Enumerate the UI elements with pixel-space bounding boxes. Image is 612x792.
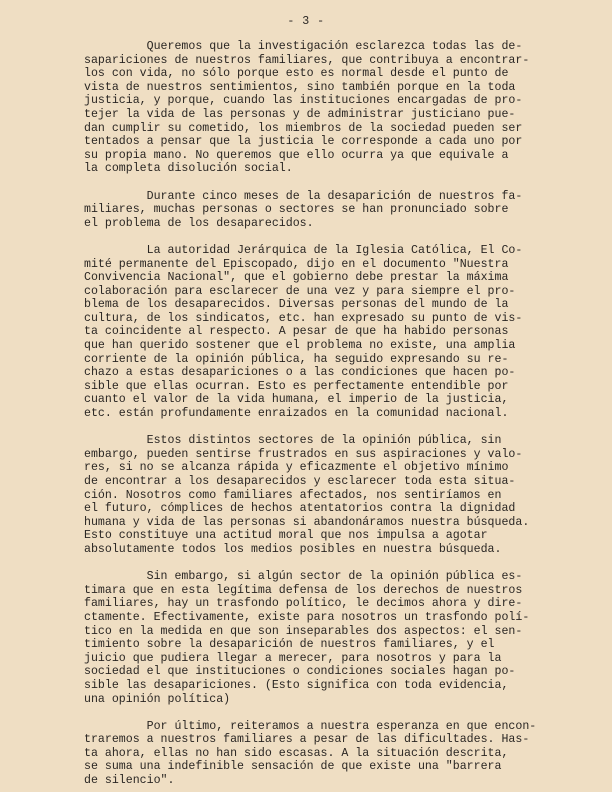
paragraph xyxy=(84,720,539,788)
text-line: sapariciones de nuestros familiares, que contribuya a encontrar- xyxy=(84,53,530,67)
text-line: ción. Nosotros como familiares afectados, nos sentiríamos en xyxy=(84,488,502,502)
text-line: Estos distintos sectores de la opinión pública, sin xyxy=(84,434,502,448)
text-line: sible que ellas ocurran. Esto es perfectamente entendible por xyxy=(84,379,509,393)
text-line: La autoridad Jerárquica de la Iglesia Católica, El Co- xyxy=(84,243,523,257)
text-line: su propia mano. No queremos que ello ocurra ya que equivale a xyxy=(84,148,509,162)
text-line: dan cumplir su cometido, los miembros de la sociedad pueden ser xyxy=(84,121,523,135)
text-line: Por último, reiteramos a nuestra esperanza en que encon- xyxy=(84,719,537,733)
text-line: cultura, de los sindicatos, etc. han expresado su punto de vis- xyxy=(84,311,523,325)
text-line: blema de los desaparecidos. Diversas personas del mundo de la xyxy=(84,298,509,312)
text-line: ta ahora, ellas no han sido escasas. A la situación descrita, xyxy=(84,746,509,760)
text-line: miliares, muchas personas o sectores se han pronunciado sobre xyxy=(84,203,509,217)
text-line: Convivencia Nacional", que el gobierno debe prestar la máxima xyxy=(84,271,509,285)
text-line: timara que en esta legítima defensa de los derechos de nuestros xyxy=(84,583,523,597)
text-line: res, si no se alcanza rápida y eficazmente el objetivo mínimo xyxy=(84,461,509,475)
text-line: tejer la vida de las personas y de administrar justiciano pue- xyxy=(84,107,516,121)
text-line: traremos a nuestros familiares a pesar de las dificultades. Has- xyxy=(84,733,530,747)
text-line: ctamente. Efectivamente, existe para nosotros un trasfondo polí- xyxy=(84,610,530,624)
text-line: justicia, y porque, cuando las instituciones encargadas de pro- xyxy=(84,94,523,108)
text-line: una opinión política) xyxy=(84,692,231,706)
text-line: de encontrar a los desaparecidos y esclarecer toda esta situa- xyxy=(84,475,516,488)
text-line: vista de nuestros sentimientos, sino también porque en la toda xyxy=(84,80,516,94)
text-line: que han querido sostener que el problema no existe, una amplia xyxy=(84,339,516,353)
paragraph xyxy=(84,40,539,176)
text-line: chazo a estas desapariciones o a las condiciones que hacen po- xyxy=(84,366,516,380)
text-line: tico en la medida en que son inseparables dos aspectos: el sen- xyxy=(84,624,523,638)
text-line: corriente de la opinión pública, ha seguido expresando su re- xyxy=(84,352,509,366)
text-line: cuanto el valor de la vida humana, el imperio de la justicia, xyxy=(84,393,509,407)
text-line: Sin embargo, si algún sector de la opinión pública es- xyxy=(84,570,523,584)
text-line: etc. están profundamente enraizados en la comunidad nacional. xyxy=(84,407,509,421)
text-line: Esto constituye una actitud moral que nos impulsa a agotar xyxy=(84,529,488,543)
text-line: el problema de los desaparecidos. xyxy=(84,216,314,230)
text-line: familiares, hay un trasfondo político, le decimos ahora y dire- xyxy=(84,597,523,611)
text-line: colaboración para esclarecer de una vez y para siempre el pro- xyxy=(84,284,516,298)
paragraph xyxy=(84,190,539,231)
text-line: mité permanente del Episcopado, dijo en el documento "Nuestra xyxy=(84,257,509,271)
text-line: timiento sobre la desaparición de nuestros familiares, y el xyxy=(84,638,495,652)
text-line: se suma una indefinible sensación de que existe una "barrera xyxy=(84,760,502,774)
text-line: absolutamente todos los medios posibles en nuestra búsqueda. xyxy=(84,542,502,556)
text-line: Queremos que la investigación esclarezca todas las de- xyxy=(84,40,523,53)
text-line: embargo, pueden sentirse frustrados en sus aspiraciones y valo- xyxy=(84,447,523,461)
text-line: sociedad el que instituciones o condiciones sociales hagan po- xyxy=(84,665,516,679)
text-line: la completa disolución social. xyxy=(84,162,293,176)
text-line: de silencio". xyxy=(84,774,175,788)
paragraph xyxy=(84,244,539,421)
text-line: humana y vida de las personas si abandonáramos nuestra búsqueda. xyxy=(84,515,530,529)
text-line: los con vida, no sólo porque esto es normal desde el punto de xyxy=(84,67,509,81)
paragraph xyxy=(84,434,539,556)
document-body xyxy=(84,40,539,792)
page-number: - 3 - xyxy=(287,15,325,28)
text-line: juicio que pudiera llegar a merecer, para nosotros y para la xyxy=(84,651,502,665)
paragraph xyxy=(84,570,539,706)
text-line: el futuro, cómplices de hechos atentatorios contra la dignidad xyxy=(84,502,516,516)
text-line: ta coincidente al respecto. A pesar de que ha habido personas xyxy=(84,325,509,339)
text-line: sible las desapariciones. (Esto significa con toda evidencia, xyxy=(84,678,509,692)
text-line: Durante cinco meses de la desaparición de nuestros fa- xyxy=(84,189,523,203)
text-line: tentados a pensar que la justicia le corresponde a cada uno por xyxy=(84,135,523,149)
